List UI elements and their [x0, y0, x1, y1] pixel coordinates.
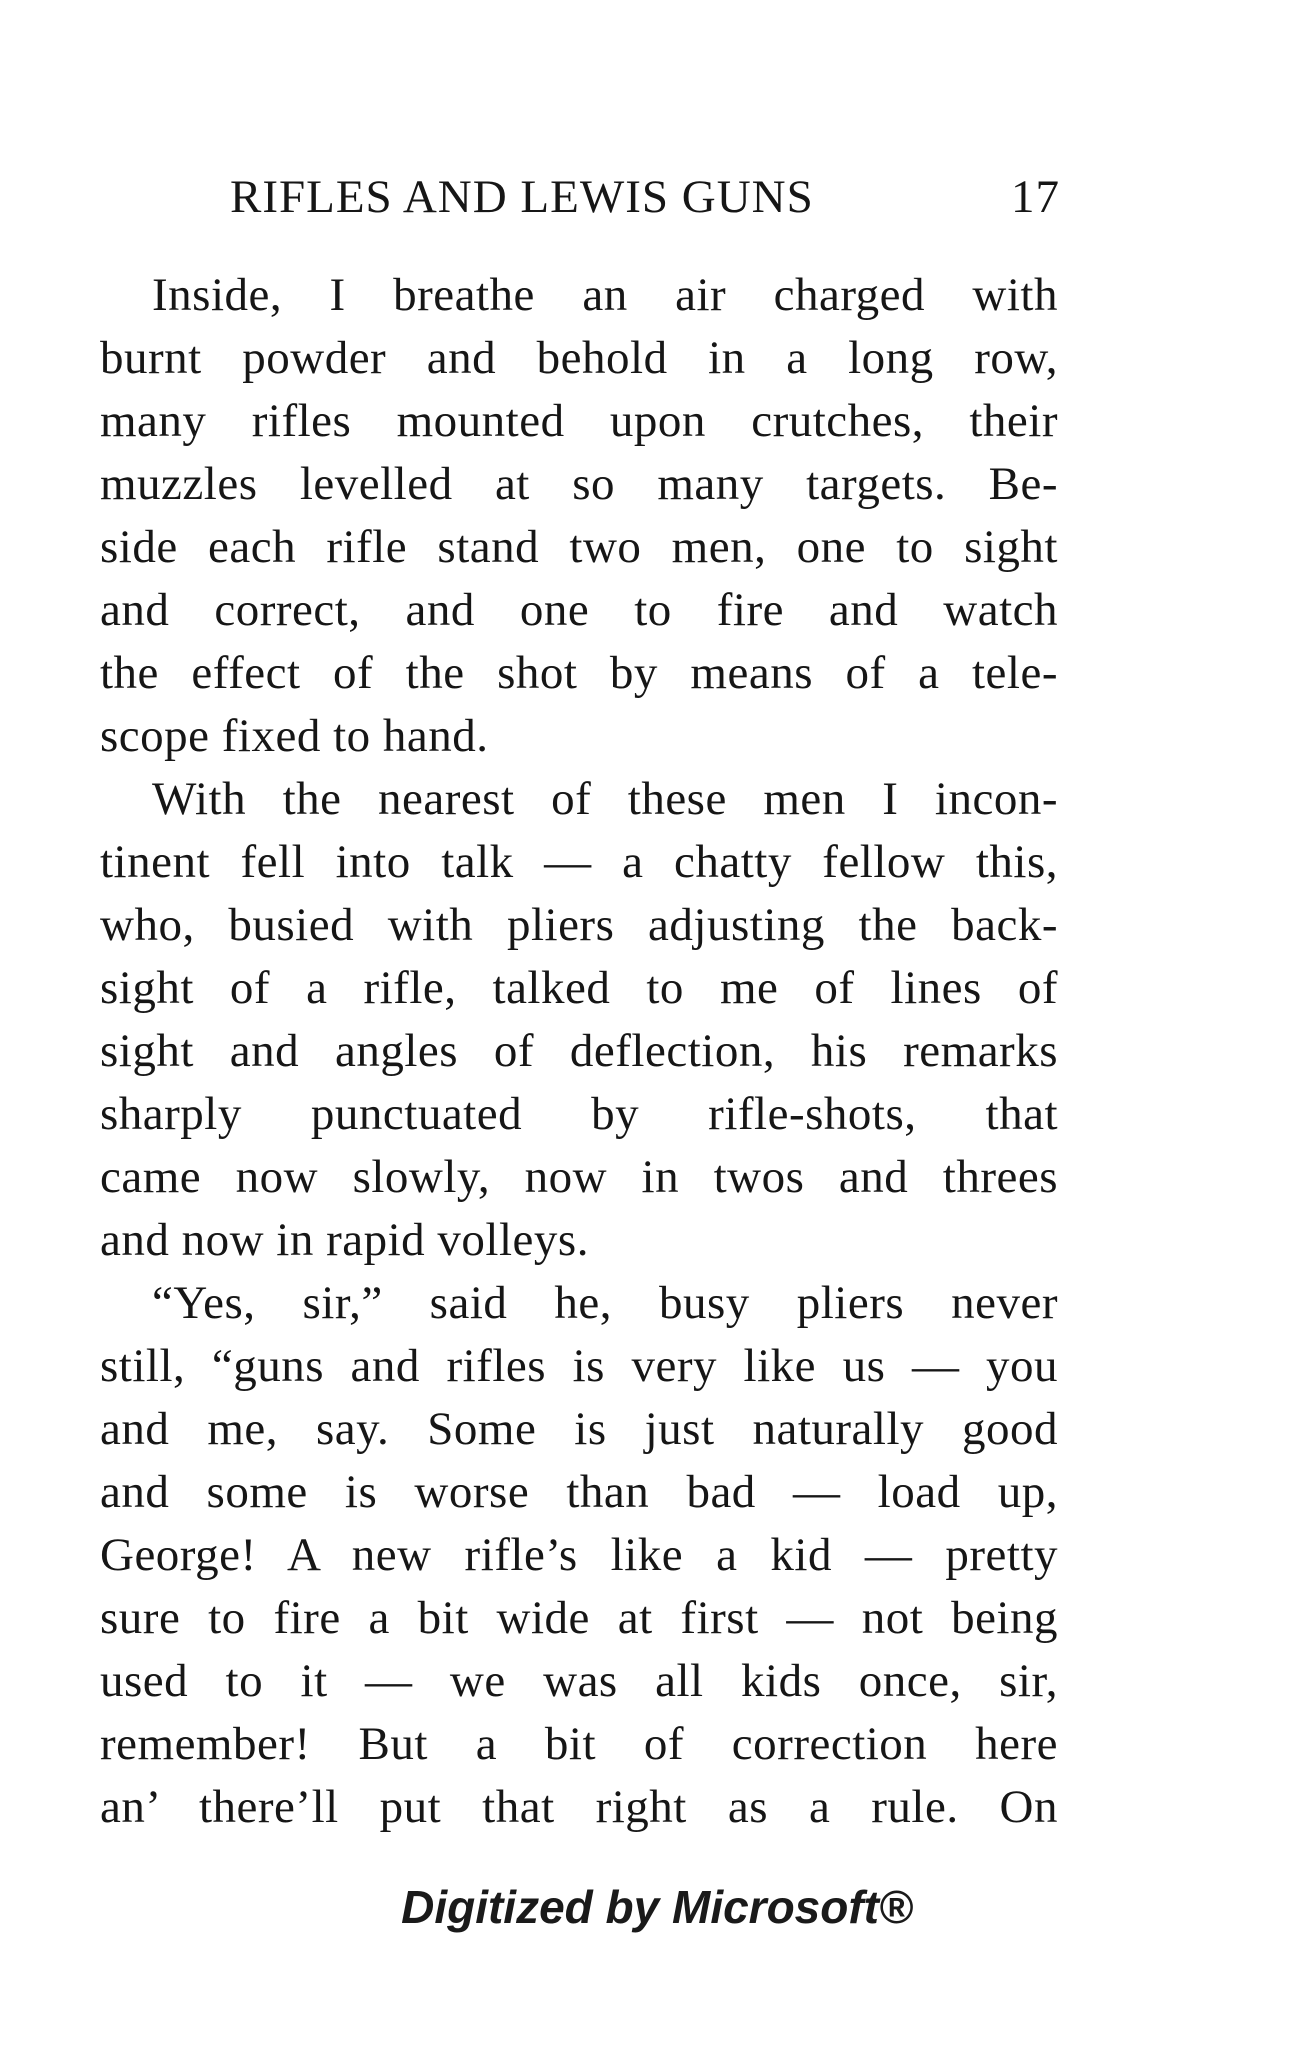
text-line: remember! But a bit of correction here — [100, 1718, 1058, 1770]
text-line: who, busied with pliers adjusting the back- — [100, 899, 1058, 951]
page-number: 17 — [1011, 171, 1060, 223]
text-line: scope fixed to hand. — [100, 710, 489, 762]
text-line: used to it — we was all kids once, sir, — [100, 1655, 1058, 1707]
paragraph — [100, 1272, 1058, 1839]
text-line: sure to fire a bit wide at first — not being — [100, 1592, 1058, 1644]
text-line: sight and angles of deflection, his remarks — [100, 1025, 1058, 1077]
text-line: sight of a rifle, talked to me of lines of — [100, 962, 1058, 1014]
paragraph — [100, 264, 1058, 768]
text-line: and correct, and one to fire and watch — [100, 584, 1058, 636]
text-line: side each rifle stand two men, one to sight — [100, 521, 1058, 573]
text-line: many rifles mounted upon crutches, their — [100, 395, 1058, 447]
text-line: and now in rapid volleys. — [100, 1214, 589, 1266]
running-title: RIFLES AND LEWIS GUNS — [230, 171, 814, 223]
text-line: Inside, I breathe an air charged with — [152, 269, 1058, 321]
text-line: the effect of the shot by means of a tele- — [100, 647, 1058, 699]
text-line: George! A new rifle’s like a kid — pretty — [100, 1529, 1058, 1581]
text-line: “Yes, sir,” said he, busy pliers never — [152, 1277, 1058, 1329]
body-text — [100, 264, 1058, 1839]
text-line: With the nearest of these men I incon- — [152, 773, 1058, 825]
text-line: muzzles levelled at so many targets. Be- — [100, 458, 1058, 510]
text-line: came now slowly, now in twos and threes — [100, 1151, 1058, 1203]
text-line: burnt powder and behold in a long row, — [100, 332, 1058, 384]
paragraph — [100, 768, 1058, 1272]
text-line: and me, say. Some is just naturally good — [100, 1403, 1058, 1455]
text-line: an’ there’ll put that right as a rule. On — [100, 1781, 1058, 1833]
text-line: sharply punctuated by rifle-shots, that — [100, 1088, 1058, 1140]
running-head — [230, 170, 1060, 230]
digitized-footer: Digitized by Microsoft® — [401, 1881, 913, 1933]
text-line: and some is worse than bad — load up, — [100, 1466, 1058, 1518]
text-line: still, “guns and rifles is very like us — you — [100, 1340, 1058, 1392]
text-line: tinent fell into talk — a chatty fellow this, — [100, 836, 1058, 888]
